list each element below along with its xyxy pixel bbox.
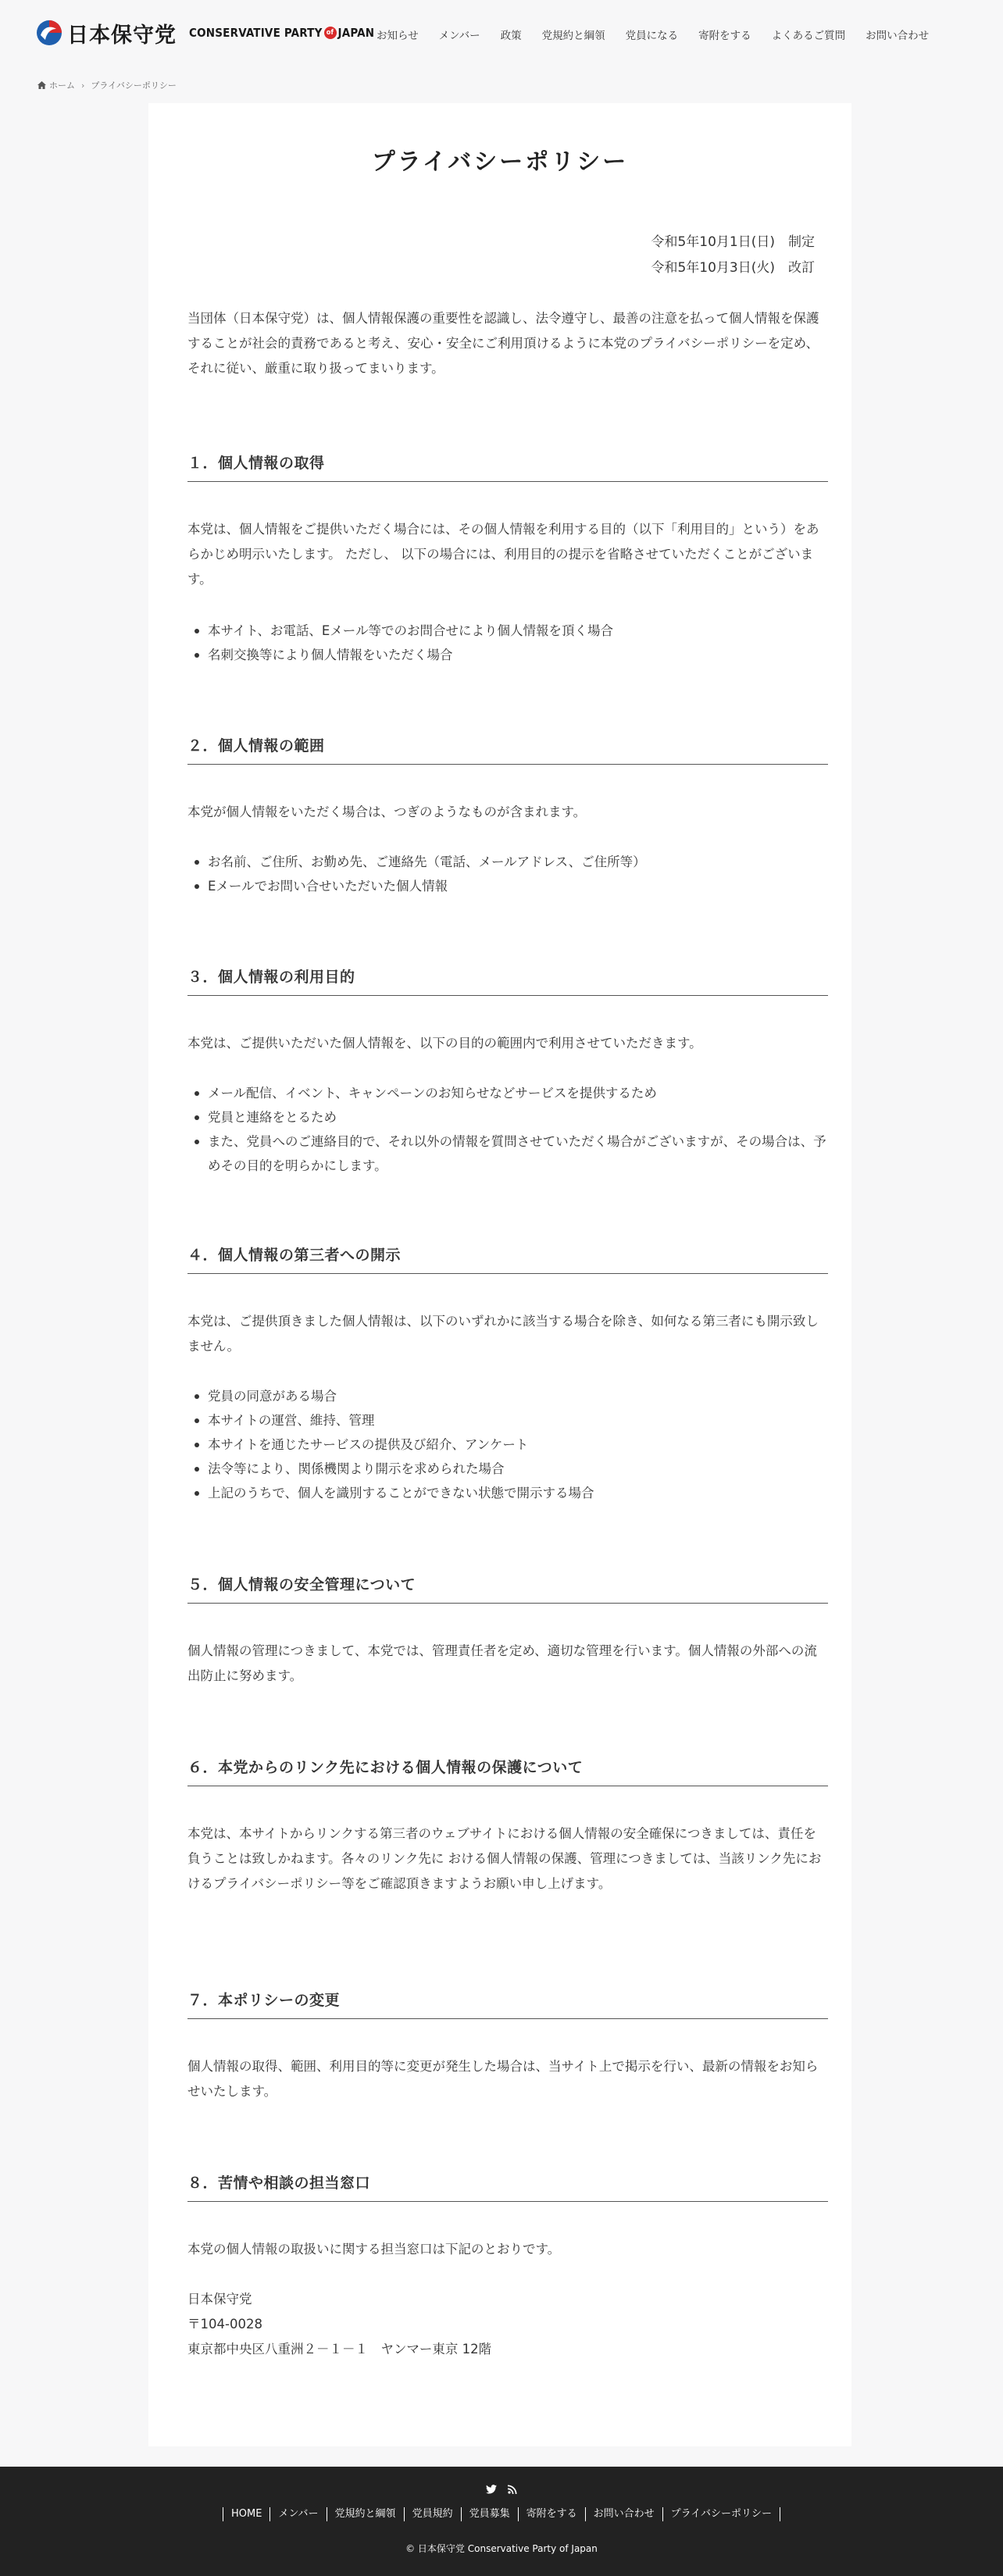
section-paragraph-4: 本党は、ご提供頂きました個人情報は、以下のいずれかに該当する場合を除き、如何なる第三者にも開示致しません。 [187,1314,819,1354]
home-icon [37,81,46,89]
intro-paragraph: 当団体（日本保守党）は、個人情報保護の重要性を認識し、法令遵守し、最善の注意を払って個人情報を保護することが社会的責務であると考え、安心・安全にご利用頂けるように本党のプライバシーポリシーを定め、それに従い、厳重に取り扱ってまいります。 [187,311,819,376]
footer-link-privacy[interactable]: プライバシーポリシー [662,2507,780,2521]
list-item: 党員の同意がある場合 [187,1384,828,1408]
section-paragraph-5: 個人情報の管理につきまして、本党では、管理責任者を定め、適切な管理を行います。個人情報の外部への流出防止に努めます。 [187,1643,817,1683]
nav-item-contact[interactable]: お問い合わせ [866,30,930,42]
section-text-2 [187,800,828,825]
list-item: 本サイトの運営、維持、管理 [187,1408,828,1432]
section-paragraph-3: 本党は、ご提供いただいた個人情報を、以下の目的の範囲内で利用させていただきます。 [187,1036,702,1051]
logo-english-text [189,26,374,40]
section-paragraph-8: 本党の個人情報の取扱いに関する担当窓口は下記のとおりです。 [187,2242,561,2257]
list-item: 名刺交換等により個人情報をいただく場合 [187,643,828,667]
site-header [0,0,1003,70]
logo-mark-icon [36,20,62,46]
copyright: © 日本保守党 Conservative Party of Japan [405,2543,598,2554]
page-title: プライバシーポリシー [371,148,629,176]
footer-link-contact[interactable]: お問い合わせ [585,2507,662,2521]
contact-address: 東京都中央区八重洲２－１－１ ヤンマー東京 12階 [187,2342,492,2357]
nav-item-policy[interactable]: 政策 [500,30,522,42]
chevron-right-icon: › [81,80,85,91]
list-item: お名前、ご住所、お勤め先、ご連絡先（電話、メールアドレス、ご住所等） [187,850,828,874]
section-text-6 [187,1821,828,1896]
section-text-5 [187,1639,828,1689]
section-paragraph-7: 個人情報の取得、範囲、利用目的等に変更が発生した場合は、当サイト上で掲示を行い、最新の情報をお知らせいたします。 [187,2059,819,2099]
section-heading-2: ２．個人情報の範囲 [187,734,828,765]
breadcrumb-current: プライバシーポリシー [91,80,177,91]
main-content [148,103,851,2446]
intro-text [187,306,828,381]
section-text-7 [187,2054,828,2104]
contact-name: 日本保守党 [187,2292,252,2307]
nav-item-join[interactable]: 党員になる [625,30,679,42]
section-paragraph-2: 本党が個人情報をいただく場合は、つぎのようなものが含まれます。 [187,805,587,819]
footer-link-member-rules[interactable]: 党員規約 [404,2507,461,2521]
section-paragraph-6: 本党は、本サイトからリンクする第三者のウェブサイトにおける個人情報の安全確保につきましては、責任を負うことは致しかねます。各々のリンク先に おける個人情報の保護、管理につきましては、当該リンク先におけるプライバシーポリシー等をご確認頂きますようお願い申し上げます。 [187,1826,822,1891]
main-nav [377,27,929,42]
list-item: 本サイト、お電話、Eメール等でのお問合せにより個人情報を頂く場合 [187,619,828,643]
list-item: Eメールでお問い合せいただいた個人情報 [187,874,828,898]
social-icons [486,2482,517,2497]
contact-postal: 〒104-0028 [187,2317,262,2332]
footer-nav [0,2507,1003,2521]
nav-item-rules[interactable]: 党規約と綱領 [541,30,605,42]
footer-link-donate[interactable]: 寄附をする [518,2507,585,2521]
section-heading-3: ３．個人情報の利用目的 [187,965,828,996]
section-text-8 [187,2237,828,2262]
date-revised: 令和5年10月3日(火) 改訂 [651,260,815,276]
logo-japanese-text: 日本保守党 [67,23,177,48]
contact-info [187,2287,828,2362]
nav-item-faq[interactable]: よくあるご質問 [771,30,846,42]
logo-en-right: JAPAN [337,26,375,40]
policy-dates [651,230,815,281]
section-list-2 [187,850,828,898]
section-list-4 [187,1384,828,1505]
section-paragraph-1: 本党は、個人情報をご提供いただく場合には、その個人情報を利用する目的（以下「利用目的」という）をあらかじめ明示いたします。 ただし、 以下の場合には、利用目的の提示を省略させていただくことがございます。 [187,522,819,587]
section-heading-8: ８．苦情や相談の担当窓口 [187,2171,828,2202]
logo-en-left: CONSERVATIVE PARTY [189,26,323,40]
nav-item-members[interactable]: メンバー [438,30,480,42]
section-heading-4: ４．個人情報の第三者への開示 [187,1243,828,1274]
section-text-4 [187,1309,828,1359]
list-item: また、党員へのご連絡目的で、それ以外の情報を質問させていただく場合がございますが、その場合は、予めその目的を明らかにします。 [187,1129,828,1178]
section-text-3 [187,1031,828,1056]
footer-link-home[interactable]: HOME [223,2507,269,2521]
nav-item-news[interactable]: お知らせ [377,30,419,42]
list-item: 法令等により、関係機関より開示を求められた場合 [187,1457,828,1481]
site-logo[interactable] [36,19,374,47]
rss-icon[interactable] [508,2482,517,2497]
logo-en-of: of [324,27,337,39]
nav-item-donate[interactable]: 寄附をする [698,30,751,42]
site-footer [0,2467,1003,2576]
list-item: メール配信、イベント、キャンペーンのお知らせなどサービスを提供するため [187,1081,828,1105]
section-heading-7: ７．本ポリシーの変更 [187,1989,828,2019]
section-heading-6: ６．本党からのリンク先における個人情報の保護について [187,1756,828,1786]
footer-link-members[interactable]: メンバー [269,2507,326,2521]
section-text-1 [187,517,828,592]
section-heading-5: ５．個人情報の安全管理について [187,1573,828,1604]
list-item: 党員と連絡をとるため [187,1105,828,1129]
footer-link-recruit[interactable]: 党員募集 [461,2507,518,2521]
list-item: 上記のうちで、個人を識別することができない状態で開示する場合 [187,1481,828,1505]
list-item: 本サイトを通じたサービスの提供及び紹介、アンケート [187,1432,828,1457]
date-established: 令和5年10月1日(日) 制定 [651,234,815,250]
section-list-1 [187,619,828,667]
section-heading-1: １．個人情報の取得 [187,451,828,482]
footer-link-rules[interactable]: 党規約と綱領 [327,2507,404,2521]
breadcrumb [37,79,177,91]
twitter-icon[interactable] [486,2482,497,2497]
section-list-3 [187,1081,828,1178]
breadcrumb-home[interactable]: ホーム [49,80,75,91]
